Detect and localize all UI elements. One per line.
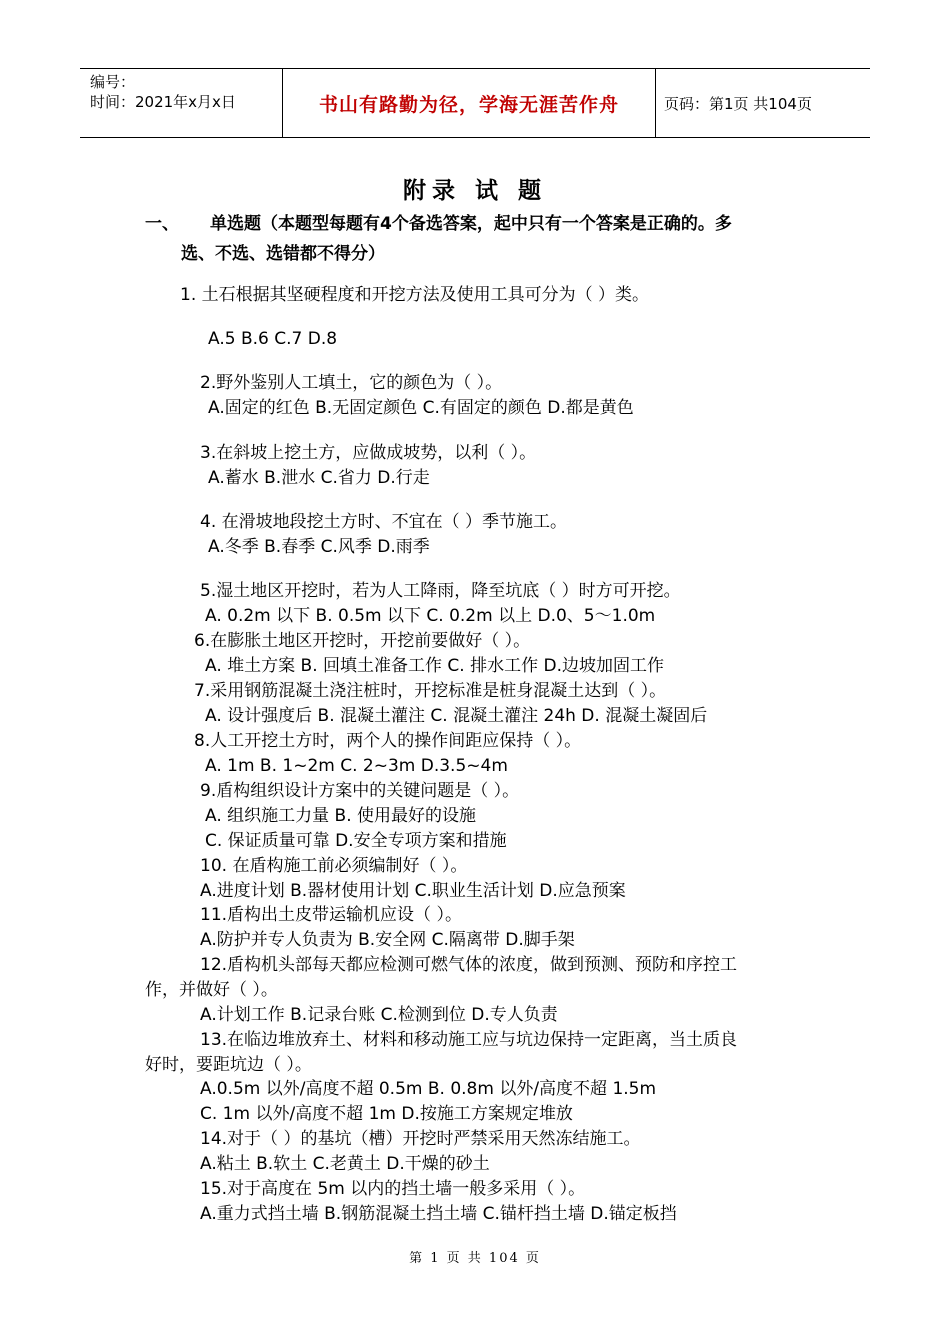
options-line: A.重力式挡土墙 B.钢筋混凝土挡土墙 C.锚杆挡土墙 D.锚定板挡 (200, 1204, 677, 1224)
question-line-continuation: 好时，要距坑边（ ）。 (145, 1055, 312, 1075)
question-line: 2.野外鉴别人工填土，它的颜色为（ ）。 (200, 373, 503, 393)
header-motto-cell (282, 69, 656, 137)
question-line-continuation: 作，并做好（ ）。 (145, 980, 278, 1000)
options-line: A.防护并专人负责为 B.安全网 C.隔离带 D.脚手架 (200, 930, 575, 950)
question-line: 8.人工开挖土方时，两个人的操作间距应保持（ ）。 (194, 731, 582, 751)
options-line: A. 1m B. 1~2m C. 2~3m D.3.5~4m (205, 756, 508, 776)
options-line: A.0.5m 以外/高度不超 0.5m B. 0.8m 以外/高度不超 1.5m (200, 1079, 657, 1099)
options-line: A.计划工作 B.记录台账 C.检测到位 D.专人负责 (200, 1005, 558, 1025)
options-line: A. 0.2m 以下 B. 0.5m 以下 C. 0.2m 以上 D.0、5～1.0m (205, 606, 656, 626)
options-line: A. 堆土方案 B. 回填土准备工作 C. 排水工作 D.边坡加固工作 (205, 656, 664, 676)
motto-text: 书山有路勤为径，学海无涯苦作舟 (318, 93, 619, 116)
question-line: 5.湿土地区开挖时，若为人工降雨，降至坑底（ ）时方可开挖。 (200, 581, 681, 601)
header-page-cell (656, 69, 870, 137)
question-line: 1. 土石根据其坚硬程度和开挖方法及使用工具可分为（ ）类。 (180, 285, 650, 305)
options-line: C. 1m 以外/高度不超 1m D.按施工方案规定堆放 (200, 1104, 573, 1124)
question-line: 14.对于（ ）的基坑（槽）开挖时严禁采用天然冻结施工。 (200, 1129, 641, 1149)
question-line: 9.盾构组织设计方案中的关键问题是（ ）。 (200, 781, 520, 801)
section-heading-line-1: 单选题（本题型每题有4个备选答案，起中只有一个答案是正确的。多 (210, 214, 732, 234)
options-line: A.5 B.6 C.7 D.8 (208, 329, 338, 349)
options-line: A. 组织施工力量 B. 使用最好的设施 (205, 806, 477, 826)
options-line: A.粘土 B.软土 C.老黄土 D.干燥的砂土 (200, 1154, 490, 1174)
options-line: A.进度计划 B.器材使用计划 C.职业生活计划 D.应急预案 (200, 881, 626, 901)
document-date-label: 时间：2021年x月x日 (90, 93, 236, 111)
header-meta-cell (80, 69, 281, 137)
section-heading-line-2: 选、不选、选错都不得分） (181, 244, 385, 264)
page-footer: 第 1 页 共 104 页 (409, 1251, 541, 1266)
question-line: 13.在临边堆放弃土、材料和移动施工应与坑边保持一定距离，当土质良 (200, 1030, 738, 1050)
page-info: 页码：第1页 共104页 (664, 94, 812, 113)
question-line: 11.盾构出土皮带运输机应设（ ）。 (200, 905, 462, 925)
section-number: 一、 (145, 214, 179, 234)
options-line: A.蓄水 B.泄水 C.省力 D.行走 (208, 468, 430, 488)
question-line: 3.在斜坡上挖土方，应做成坡势，以利（ ）。 (200, 443, 537, 463)
options-line: A.冬季 B.春季 C.风季 D.雨季 (208, 537, 430, 557)
page-title: 附录 试 题 (402, 177, 547, 204)
question-line: 12.盾构机头部每天都应检测可燃气体的浓度，做到预测、预防和序控工 (200, 955, 738, 975)
question-line: 7.采用钢筋混凝土浇注桩时，开挖标准是桩身混凝土达到（ ）。 (194, 681, 667, 701)
question-line: 15.对于高度在 5m 以内的挡土墙一般多采用（ ）。 (200, 1179, 586, 1199)
question-line: 10. 在盾构施工前必须编制好（ ）。 (200, 856, 468, 876)
document-header (80, 68, 870, 138)
question-line: 6.在膨胀土地区开挖时，开挖前要做好（ ）。 (194, 631, 531, 651)
options-line: A. 设计强度后 B. 混凝土灌注 C. 混凝土灌注 24h D. 混凝土凝固后 (205, 706, 708, 726)
options-line: C. 保证质量可靠 D.安全专项方案和措施 (205, 831, 507, 851)
options-line: A.固定的红色 B.无固定颜色 C.有固定的颜色 D.都是黄色 (208, 398, 634, 418)
question-line: 4. 在滑坡地段挖土方时、不宜在（ ）季节施工。 (200, 512, 568, 532)
document-number-label: 编号： (90, 73, 136, 91)
